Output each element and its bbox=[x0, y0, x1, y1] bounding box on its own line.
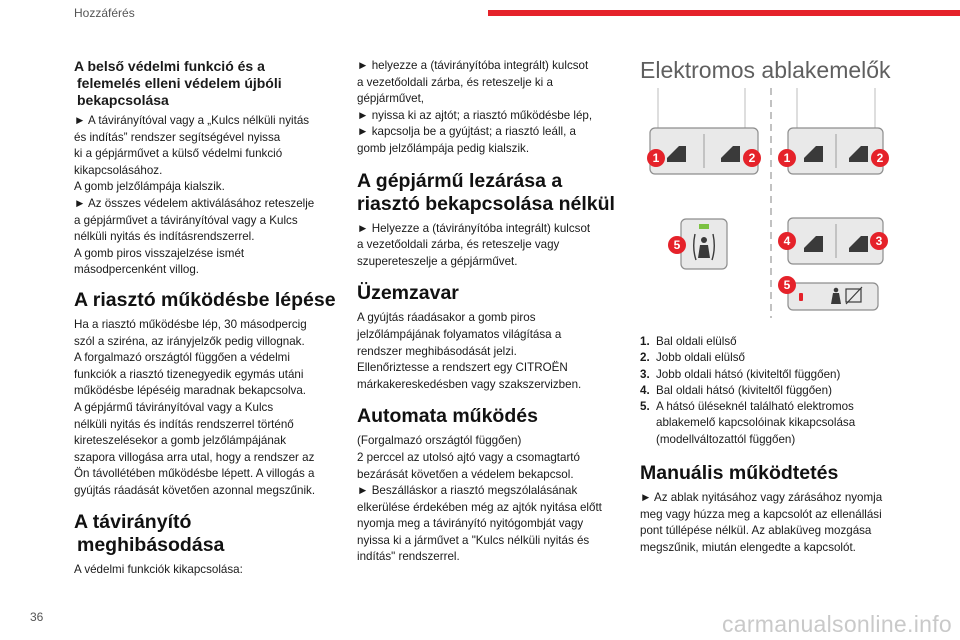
rear-switch-panel bbox=[788, 218, 883, 264]
legend-text: Bal oldali hátsó (kiviteltől függően) bbox=[656, 383, 832, 397]
heading-line: bekapcsolása bbox=[77, 92, 169, 108]
text-line: ► helyezze a (távirányítóba integrált) kulcsot bbox=[357, 59, 589, 72]
text-line: kikapcsolásához. bbox=[74, 163, 163, 177]
text-line: megszűnik, miután elengedte a kapcsolót. bbox=[640, 540, 856, 554]
text-line: márkakereskedésben vagy szakszervizben. bbox=[357, 377, 582, 391]
marker-label: 4 bbox=[783, 234, 791, 248]
legend-number: 4. bbox=[640, 383, 650, 397]
text-line: ► Az ablak nyitásához vagy zárásához nyomja bbox=[640, 491, 883, 504]
heading-line: meghibásodása bbox=[77, 534, 225, 557]
text-line: Ellenőriztesse a rendszert egy CITROËN bbox=[357, 361, 568, 375]
legend-number: 1. bbox=[640, 335, 650, 348]
text-line: A forgalmazó országtól függően a védelmi bbox=[74, 351, 290, 365]
marker-5-child-lock bbox=[668, 236, 686, 254]
paragraph bbox=[74, 562, 336, 579]
text-line: ► Beszálláskor a riasztó megszólalásának bbox=[357, 484, 578, 498]
heading-inner-protection bbox=[74, 58, 336, 109]
paragraph bbox=[357, 221, 619, 271]
text-line: a vezetőoldali zárba, és reteszelje ki a bbox=[357, 75, 553, 89]
section-header: Hozzáférés bbox=[74, 6, 135, 20]
marker-5-bottom bbox=[778, 276, 796, 294]
driver-door-panel bbox=[650, 88, 758, 174]
legend-item bbox=[640, 399, 855, 448]
heading-line: felemelés elleni védelem újbóli bbox=[77, 75, 282, 91]
text-line: 2 perccel az utolsó ajtó vagy a csomagtartó bbox=[357, 450, 580, 464]
marker-1-right bbox=[778, 149, 796, 167]
legend-text: Jobb oldali hátsó (kiviteltől függően) bbox=[656, 367, 841, 381]
legend-text: Bal oldali elülső bbox=[656, 335, 737, 348]
text-line: A gomb jelzőlámpája kialszik. bbox=[74, 180, 225, 194]
text-line: A védelmi funkciók kikapcsolása: bbox=[74, 563, 243, 577]
heading-lock-without-alarm bbox=[357, 170, 619, 216]
text-line: nyissa ki a járművet a "Kulcs nélküli nyitás és bbox=[357, 533, 590, 547]
text-line: A gépjármű távirányítóval vagy a Kulcs bbox=[74, 400, 274, 414]
text-line: ki a gépjárművet a külső védelmi funkció bbox=[74, 147, 283, 161]
text-line: szupereteszelje a gépjárművet. bbox=[357, 254, 518, 268]
text-line: indítás" rendszerrel. bbox=[357, 550, 460, 564]
heading-malfunction: Üzemzavar bbox=[357, 282, 459, 305]
page-title: Elektromos ablakemelők bbox=[640, 57, 891, 83]
page-number: 36 bbox=[30, 610, 44, 624]
text-line: bezárását követően a védelem bekapcsol. bbox=[357, 467, 574, 481]
text-line: a vezetőoldali zárba, és reteszelje vagy bbox=[357, 238, 560, 252]
text-line: ► nyissa ki az ajtót; a riasztó működésbe lép, bbox=[357, 108, 593, 122]
text-line: A gomb piros visszajelzése ismét bbox=[74, 246, 245, 260]
passenger-door-panel bbox=[788, 88, 883, 174]
text-line: másodpercenként villog. bbox=[74, 263, 200, 277]
text-line: A gyújtás ráadásakor a gomb piros bbox=[357, 311, 536, 325]
text-line: nyomja meg a távirányító nyitógombját vagy bbox=[357, 517, 584, 531]
text-line: A hátsó üléseknél található elektromos bbox=[656, 400, 854, 414]
indicator-light bbox=[699, 224, 709, 229]
paragraph bbox=[357, 58, 619, 158]
marker-3 bbox=[870, 232, 888, 250]
legend-item bbox=[640, 334, 855, 350]
paragraph bbox=[640, 490, 930, 556]
marker-label: 1 bbox=[783, 151, 791, 165]
window-switch-diagram bbox=[640, 88, 890, 318]
text-line: gomb jelzőlámpája pedig kialszik. bbox=[357, 141, 530, 155]
paragraph bbox=[357, 433, 619, 566]
child-icon bbox=[834, 288, 839, 293]
legend-number: 2. bbox=[640, 351, 650, 365]
diagram-legend bbox=[640, 334, 855, 448]
marker-label: 2 bbox=[876, 151, 884, 165]
legend-item bbox=[640, 383, 855, 399]
text-line: szól a sziréna, az irányjelzők pedig villognak. bbox=[74, 334, 305, 348]
column-3-title bbox=[640, 56, 930, 84]
marker-label: 3 bbox=[875, 234, 883, 248]
text-line: a gépjárművet a távirányítóval vagy a Kulcs bbox=[74, 213, 298, 227]
marker-label: 5 bbox=[673, 238, 681, 252]
legend-number: 3. bbox=[640, 367, 650, 381]
text-line: rendszer meghibásodását jelzi. bbox=[357, 344, 517, 358]
marker-label: 2 bbox=[748, 151, 756, 165]
text-line: ► Az összes védelem aktiválásához reteszelje bbox=[74, 196, 315, 210]
text-line: jelzőlámpájának folyamatos világítása a bbox=[357, 327, 562, 341]
legend-text bbox=[656, 399, 855, 448]
text-line: Ha a riasztó működésbe lép, 30 másodpercig bbox=[74, 317, 307, 331]
column-3-manual bbox=[640, 462, 930, 556]
heading-remote-failure bbox=[74, 511, 336, 557]
text-line: ablakemelő kapcsolóinak kikapcsolása bbox=[656, 416, 856, 430]
child-lock-button bbox=[681, 219, 727, 269]
indicator-light bbox=[799, 293, 803, 301]
text-line: szapora villogása arra utal, hogy a rendszer az bbox=[74, 450, 315, 464]
paragraph bbox=[74, 317, 336, 500]
text-line: és indítás” rendszer segítségével nyissa bbox=[74, 130, 281, 144]
legend-number: 5. bbox=[640, 400, 650, 414]
rear-deactivation-panel bbox=[788, 283, 878, 310]
paragraph bbox=[74, 113, 336, 279]
text-line: gyújtás ráadását követően azonnal megszűnik. bbox=[74, 483, 316, 497]
marker-4 bbox=[778, 232, 796, 250]
heading-line: A gépjármű lezárása a bbox=[357, 169, 563, 192]
text-line: nélküli nyitás és indításrendszerrel. bbox=[74, 230, 255, 244]
marker-1-left bbox=[647, 149, 665, 167]
watermark: carmanualsonline.info bbox=[721, 611, 952, 637]
heading-line: riasztó bekapcsolása nélkül bbox=[357, 192, 615, 215]
text-line: ► kapcsolja be a gyújtást; a riasztó leáll, a bbox=[357, 125, 576, 139]
paragraph bbox=[357, 310, 619, 393]
heading-manual-operation: Manuális működtetés bbox=[640, 462, 839, 484]
text-line: funkciók a riasztó tizenegyedik egymás utáni bbox=[74, 367, 304, 381]
text-line: (modellváltozattól függően) bbox=[656, 432, 796, 446]
text-line: pont túllépése nélkül. Az ablaküveg mozgása bbox=[640, 524, 872, 538]
column-2 bbox=[357, 58, 619, 566]
heading-line: A távirányító bbox=[74, 511, 192, 534]
legend-item bbox=[640, 367, 855, 383]
marker-2-left bbox=[743, 149, 761, 167]
text-line: ► Helyezze a (távirányítóba integrált) kulcsot bbox=[357, 221, 591, 235]
legend-text: Jobb oldali elülső bbox=[656, 351, 745, 365]
marker-label: 1 bbox=[652, 151, 660, 165]
marker-2-right bbox=[871, 149, 889, 167]
heading-line: A belső védelmi funkció és a bbox=[74, 58, 265, 74]
child-icon bbox=[701, 237, 707, 243]
text-line: gépjárművet, bbox=[357, 92, 425, 106]
text-line: nélküli nyitás és indítás rendszerrel történő bbox=[74, 417, 294, 431]
text-line: elkerülése érdekében még az ajtók nyitása előtt bbox=[357, 500, 602, 514]
text-line: Ön távollétében működésbe lépett. A villogás a bbox=[74, 467, 315, 481]
text-line: (Forgalmazó országtól függően) bbox=[357, 434, 522, 448]
text-line: működésbe lépéséig maradnak bekapcsolva. bbox=[74, 384, 307, 398]
header-accent-bar bbox=[488, 10, 960, 16]
heading-automatic-operation: Automata működés bbox=[357, 405, 538, 428]
legend-item bbox=[640, 350, 855, 366]
column-1 bbox=[74, 58, 336, 579]
text-line: meg vagy húzza meg a kapcsolót az ellenállási bbox=[640, 507, 882, 521]
heading-alarm-triggering: A riasztó működésbe lépése bbox=[74, 288, 336, 311]
text-line: kireteszelésekor a gomb jelzőlámpájának bbox=[74, 434, 287, 448]
text-line: ► A távirányítóval vagy a „Kulcs nélküli nyitás bbox=[74, 114, 310, 127]
marker-label: 5 bbox=[783, 278, 791, 292]
